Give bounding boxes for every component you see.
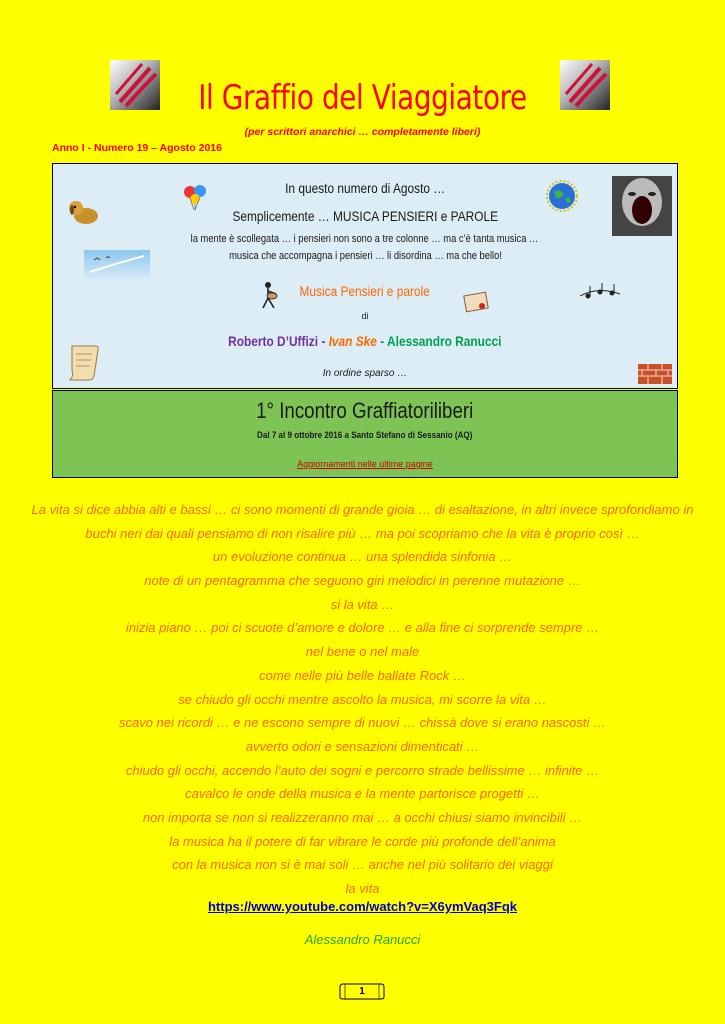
poem-line: chiudo gli occhi, accendo l’auto dei sogni e percorro strade bellissime … infinite … [125, 762, 600, 778]
poem-line: cavalco le onde della musica e la mente partorisce progetti … [185, 786, 540, 802]
poem-line: con la musica non si è mai soli … anche nel più solitario dei viaggi [172, 857, 553, 873]
issue-info: Anno I - Numero 19 – Agosto 2016 [52, 142, 222, 154]
author-roberto: Roberto D’Uffizi [228, 333, 319, 349]
poem-text [0, 498, 725, 901]
poem-line: si la vita … [330, 596, 395, 612]
poem-line: la musica ha il potere di far vibrare le corde più profonde dell’anima [169, 833, 556, 849]
order-note: In ordine sparso … [322, 368, 408, 379]
event-dates: Dal 7 al 9 ottobre 2016 a Santo Stefano di Sessanio (AQ) [257, 430, 473, 441]
poem-line: come nelle più belle ballate Rock … [259, 667, 466, 683]
author-alessandro: Alessandro Ranucci [387, 333, 502, 349]
poem-line: scavo nei ricordi … e ne escono sempre di nuovi … chissà dove si erano nascosti … [118, 715, 606, 731]
author-separator: - [380, 333, 385, 349]
poem-line: la vita [345, 881, 380, 896]
poem-line: inizia piano … poi ci scuote d’amore e dolore … e alla fine ci sorprende sempre … [125, 620, 600, 636]
authors-line [52, 333, 678, 349]
poem-line: non importa se non si realizzeranno mai … a occhi chiusi siamo invincibili … [142, 809, 583, 825]
poem-line: nel bene o nel male [305, 644, 420, 660]
page-number: 1 [359, 986, 365, 997]
contents-line-2: musica che accompagna i pensieri … li disordina … ma che bello! [228, 250, 502, 262]
section-title: Musica Pensieri e parole [299, 283, 431, 299]
poem-line: un evoluzione continua … una splendida sinfonia … [212, 549, 513, 565]
youtube-link[interactable]: https://www.youtube.com/watch?v=X6ymVaq3Fqk [207, 899, 518, 914]
page-title: Il Graffio del Viaggiatore [198, 78, 527, 118]
event-updates-link[interactable]: Aggiornamenti nelle ultime pagine [297, 459, 433, 469]
contents-headline: Semplicemente … MUSICA PENSIERI e PAROLE [232, 208, 498, 224]
poem-line: buchi neri dai quali pensiamo di non risalire più … ma poi scopriamo che la vita è proprio così … [85, 525, 640, 541]
signature: Alessandro Ranucci [304, 932, 421, 947]
page-subtitle: (per scrittori anarchici … completamente liberi) [244, 126, 481, 138]
contents-line-1: la mente è scollegata … i pensieri non sono a tre colonne … ma c’è tanta musica … [191, 233, 539, 245]
poem-line: se chiudo gli occhi mentre ascolto la musica, mi scorre la vita … [178, 691, 547, 707]
event-title: 1° Incontro Graffiatoriliberi [256, 398, 474, 423]
poem-line: avverto odori e sensazioni dimenticati … [245, 738, 480, 754]
author-separator: - [321, 333, 326, 349]
section-by: di [361, 311, 369, 321]
author-ivan: Ivan Ske [328, 333, 378, 349]
poem-line: note di un pentagramma che seguono giri melodici in perenne mutazione … [144, 573, 581, 589]
poem-line: La vita si dice abbia alti e bassi … ci sono momenti di grande gioia … di esaltazione, in altri invece sprofondiamo in [31, 502, 694, 517]
contents-heading: In questo numero di Agosto … [284, 180, 446, 196]
